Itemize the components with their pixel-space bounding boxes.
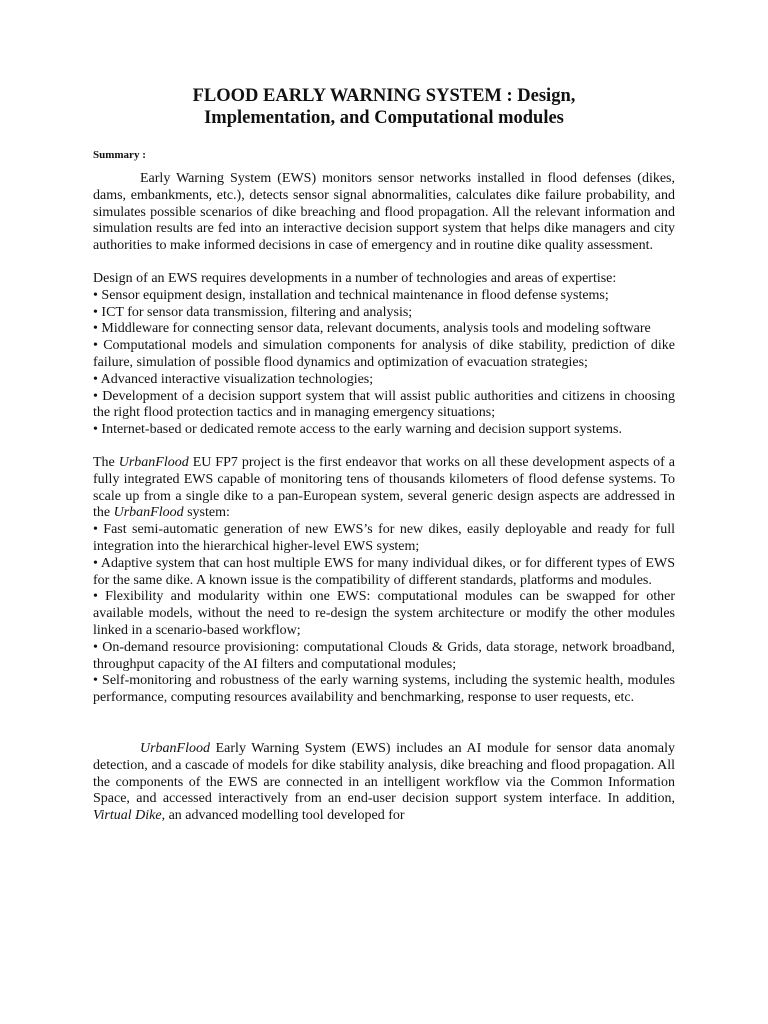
text-run: system: <box>183 505 230 521</box>
urban-bullet: • Fast semi-automatic generation of new EWS’s for new dikes, easily deployable and ready for full integration into the hierarchical higher-level EWS system; <box>93 522 675 554</box>
document-page <box>93 85 675 825</box>
text-run: EU FP7 project is the first endeavor that works on all these development aspects of a fully integrated EWS capable of monitoring tens of thousands kilometers of flood defense systems. To scale up from a single dike to a pan-European system, several generic design aspects are addressed in the <box>93 454 676 521</box>
urbanflood-paragraph <box>93 455 675 522</box>
design-bullet: • Advanced interactive visualization technologies; <box>93 371 374 387</box>
urban-bullet: • On-demand resource provisioning: computational Clouds & Grids, data storage, network broadband, throughput capacity of the AI filters and computational modules; <box>93 639 675 672</box>
design-intro: Design of an EWS requires developments in a number of technologies and areas of expertise: <box>93 270 617 286</box>
project-name: UrbanFlood <box>140 740 210 756</box>
text-run: Early Warning System (EWS) includes an AI module for sensor data anomaly detection, and a cascade of models for dike stability analysis, dike breaching and flood propagation. All the components of the EWS are connected in an intelligent workflow via the Common Information Space, and accessed interactively from an end-user decision support system interface. In addition, <box>93 740 675 807</box>
urban-bullet: • Self-monitoring and robustness of the early warning systems, including the systemic health, modules performance, computing resources availability and benchmarking, response to user requests, etc. <box>93 673 675 706</box>
design-bullet: • Computational models and simulation components for analysis of dike stability, prediction of dike failure, simulation of possible flood dynamics and optimization of evacuation strategies; <box>93 338 675 370</box>
project-name: UrbanFlood <box>113 505 184 521</box>
summary-label: Summary : <box>93 149 146 161</box>
tool-name: Virtual Dike <box>93 808 162 824</box>
spacer <box>93 255 675 271</box>
design-bullet: • ICT for sensor data transmission, filtering and analysis; <box>93 304 413 320</box>
spacer <box>93 439 675 455</box>
final-paragraph <box>93 741 675 825</box>
urban-bullet: • Adaptive system that can host multiple EWS for many individual dikes, or for different types of EWS for the same dike. A known issue is the compatibility of different standards, platforms and modules. <box>93 555 675 588</box>
design-bullet: • Internet-based or dedicated remote access to the early warning and decision support systems. <box>93 422 622 438</box>
document-title <box>93 85 675 129</box>
title-line-1: FLOOD EARLY WARNING SYSTEM : Design, <box>192 86 576 106</box>
text-run: , an advanced modelling tool developed for <box>161 808 405 824</box>
summary-paragraph: Early Warning System (EWS) monitors sensor networks installed in flood defenses (dikes, dams, embankments, etc.), detects sensor signal abnormalities, calculates dike failure probability, and simulates possible scenarios of dike breaching and flood propagation. All the relevant information and simulation results are fed into an interactive decision support system that helps dike managers and city authorities to make informed decisions in case of emergency and in routine dike quality assessment. <box>93 171 675 254</box>
design-bullet: • Development of a decision support system that will assist public authorities and citizens in choosing the right flood protection tactics and in managing emergency situations; <box>93 388 675 421</box>
project-name: UrbanFlood <box>118 454 189 470</box>
design-bullet: • Middleware for connecting sensor data, relevant documents, analysis tools and modeling software <box>93 321 651 337</box>
title-line-2: Implementation, and Computational modules <box>204 108 564 128</box>
text-run: The <box>93 454 119 470</box>
spacer <box>93 707 675 741</box>
design-bullet: • Sensor equipment design, installation and technical maintenance in flood defense systems; <box>93 287 609 303</box>
urban-bullet: • Flexibility and modularity within one EWS: computational modules can be swapped for other available models, without the need to re-design the system architecture or modify the other modules linked in a scenario-based workflow; <box>93 589 675 638</box>
